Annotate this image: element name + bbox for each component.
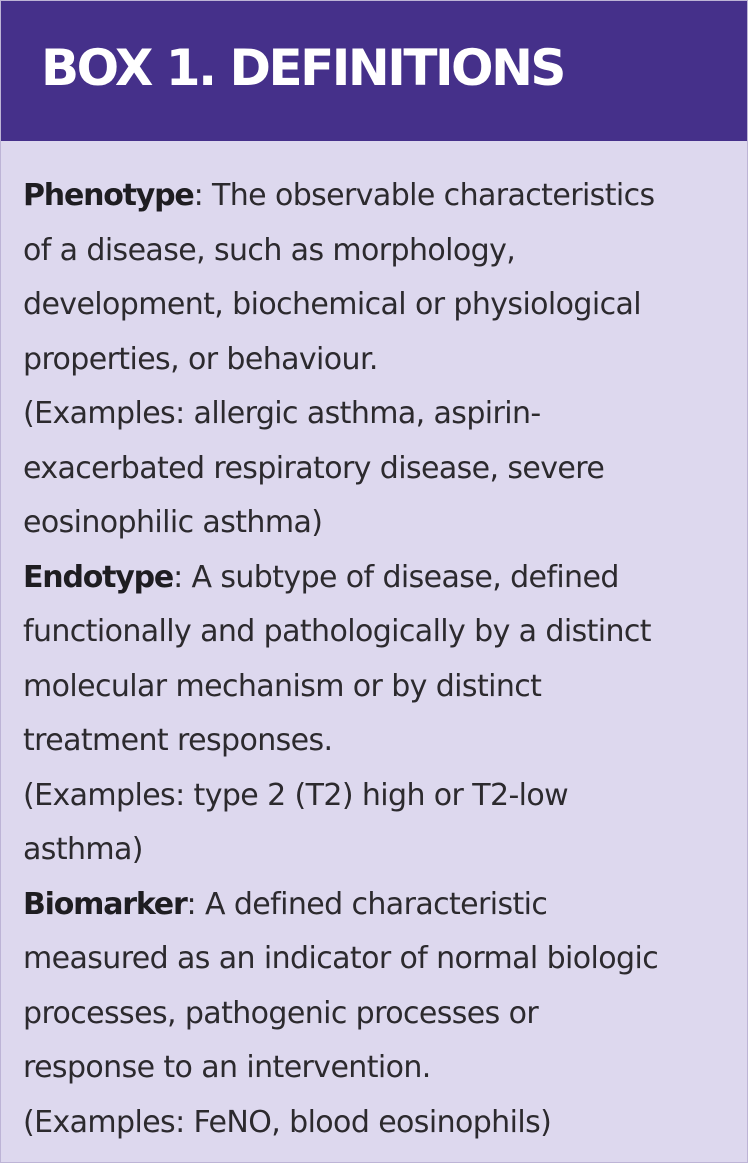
definition-line <box>23 551 747 606</box>
definition-examples: eosinophilic asthma) <box>23 505 323 540</box>
box-body <box>1 1 747 1150</box>
definition-examples: (Examples: allergic asthma, aspirin- <box>23 396 541 431</box>
definition-text: functionally and pathologically by a distinct <box>23 614 651 649</box>
definition-biomarker <box>23 878 747 1151</box>
definition-text: development, biochemical or physiological <box>23 287 642 322</box>
definition-text: molecular mechanism or by distinct <box>23 668 542 704</box>
definition-examples: exacerbated respiratory disease, severe <box>23 450 605 486</box>
definition-examples: (Examples: type 2 (T2) high or T2-low <box>23 777 569 813</box>
definition-text: measured as an indicator of normal biologic <box>23 941 659 976</box>
definition-line <box>23 169 747 224</box>
definition-text: treatment responses. <box>23 723 333 758</box>
definition-line <box>23 878 747 933</box>
definition-term: Phenotype <box>23 178 194 213</box>
definition-phenotype <box>23 169 747 551</box>
definition-text: processes, pathogenic processes or <box>23 995 539 1031</box>
definition-examples: asthma) <box>23 832 143 867</box>
definition-text: of a disease, such as morphology, <box>23 232 516 268</box>
definition-text: : A subtype of disease, defined <box>173 559 619 595</box>
definition-examples: (Examples: FeNO, blood eosinophils) <box>23 1104 552 1140</box>
definition-text: : A defined characteristic <box>186 886 548 922</box>
definition-term: Biomarker <box>23 886 187 922</box>
definition-endotype <box>23 551 747 878</box>
definition-text: response to an intervention. <box>23 1050 431 1085</box>
definition-text: properties, or behaviour. <box>23 341 378 377</box>
box-title: BOX 1. DEFINITIONS <box>41 39 564 97</box>
definition-term: Endotype <box>23 559 174 595</box>
definition-text: : The observable characteristics <box>193 178 655 213</box>
